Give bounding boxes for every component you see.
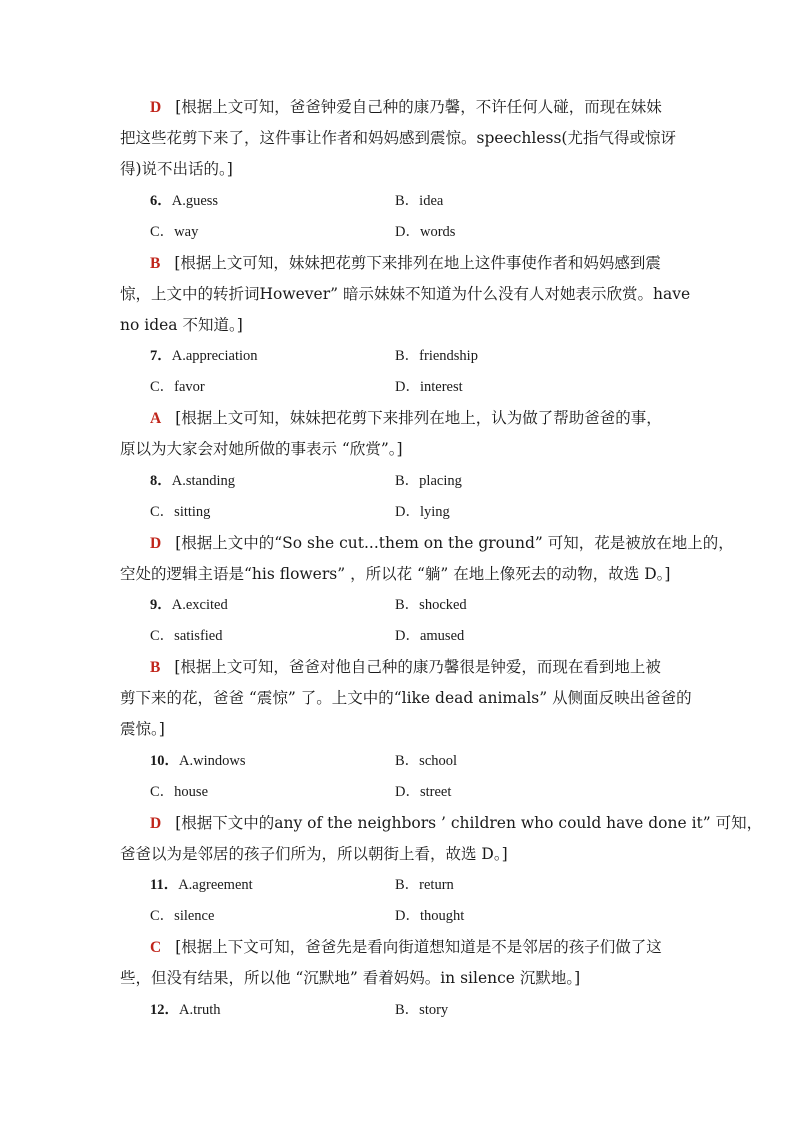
explanation-line: 震惊。]	[120, 720, 165, 738]
question-8-option-b: B．placing	[395, 473, 462, 489]
explanation-line: 剪下来的花，爸爸 “震惊” 了。上文中的“like dead animals” 从侧面反映出爸爸的	[120, 689, 692, 707]
answer-letter: D	[150, 815, 162, 832]
question-11-option-a: 11．A.agreement	[150, 877, 253, 893]
explanation-text: [根据上文可知，爸爸钟爱自己种的康乃馨，不许任何人碰，而现在妹妹	[175, 98, 662, 116]
answer-letter: D	[150, 99, 162, 116]
answer-letter: D	[150, 535, 162, 552]
question-8-option-c: C．sitting	[150, 504, 211, 520]
explanation-line: B [根据上文可知，妹妹把花剪下来排列在地上这件事使作者和妈妈感到震	[150, 254, 661, 272]
question-12-option-a: 12．A.truth	[150, 1002, 221, 1018]
question-11-option-c: C．silence	[150, 908, 215, 924]
question-6-option-a: 6．A.guess	[150, 193, 219, 209]
question-7-option-d: D．interest	[395, 379, 463, 395]
explanation-line: 原以为大家会对她所做的事表示 “欣赏”。]	[120, 440, 403, 458]
explanation-line: D [根据下文中的any of the neighbors ’ children who could have done it” 可知，	[150, 814, 763, 832]
explanation-line: 爸爸以为是邻居的孩子们所为，所以朝街上看，故选 D。]	[120, 845, 508, 863]
explanation-line: 些，但没有结果，所以他 “沉默地” 看着妈妈。in silence 沉默地。]	[120, 969, 581, 987]
question-6-option-c: C．way	[150, 224, 199, 240]
question-11-option-d: D．thought	[395, 908, 465, 924]
answer-letter: C	[150, 939, 162, 956]
question-9-option-d: D．amused	[395, 628, 465, 644]
explanation-line: C [根据上下文可知，爸爸先是看向街道想知道是不是邻居的孩子们做了这	[150, 938, 662, 956]
question-9-option-b: B．shocked	[395, 597, 467, 613]
explanation-line: 把这些花剪下来了，这件事让作者和妈妈感到震惊。speechless(尤指气得或惊讶	[120, 129, 676, 147]
answer-letter: A	[150, 410, 162, 427]
question-6-option-b: B．idea	[395, 193, 444, 209]
explanation-line: A [根据上文可知，妹妹把花剪下来排列在地上，认为做了帮助爸爸的事，	[150, 409, 662, 427]
question-12-option-b: B．story	[395, 1002, 449, 1018]
answer-letter: B	[150, 659, 161, 676]
question-11-option-b: B．return	[395, 877, 454, 893]
explanation-line: 空处的逻辑主语是“his flowers” ，所以花 “躺” 在地上像死去的动物，故选 D。]	[120, 565, 671, 583]
question-9-option-a: 9．A.excited	[150, 597, 228, 613]
question-6-option-d: D．words	[395, 224, 456, 240]
explanation-line: no idea 不知道。]	[120, 316, 243, 334]
question-7-option-b: B．friendship	[395, 348, 478, 364]
question-10-option-a: 10．A.windows	[150, 753, 246, 769]
question-8-option-a: 8．A.standing	[150, 473, 235, 489]
question-10-option-b: B．school	[395, 753, 458, 769]
explanation-line	[150, 97, 676, 118]
question-10-option-c: C．house	[150, 784, 208, 800]
explanation-line: 惊，上文中的转折词However” 暗示妹妹不知道为什么没有人对她表示欣赏。have	[120, 285, 691, 303]
explanation-line: 得)说不出话的。]	[120, 160, 233, 178]
question-7-option-a: 7．A.appreciation	[150, 348, 258, 364]
question-10-option-d: D．street	[395, 784, 452, 800]
question-9-option-c: C．satisfied	[150, 628, 223, 644]
question-8-option-d: D．lying	[395, 504, 450, 520]
explanation-line: B [根据上文可知，爸爸对他自己种的康乃馨很是钟爱，而现在看到地上被	[150, 658, 661, 676]
explanation-line: D [根据上文中的“So she cut...them on the ground” 可知，花是被放在地上的，	[150, 534, 734, 552]
question-7-option-c: C．favor	[150, 379, 205, 395]
answer-letter: B	[150, 255, 161, 272]
